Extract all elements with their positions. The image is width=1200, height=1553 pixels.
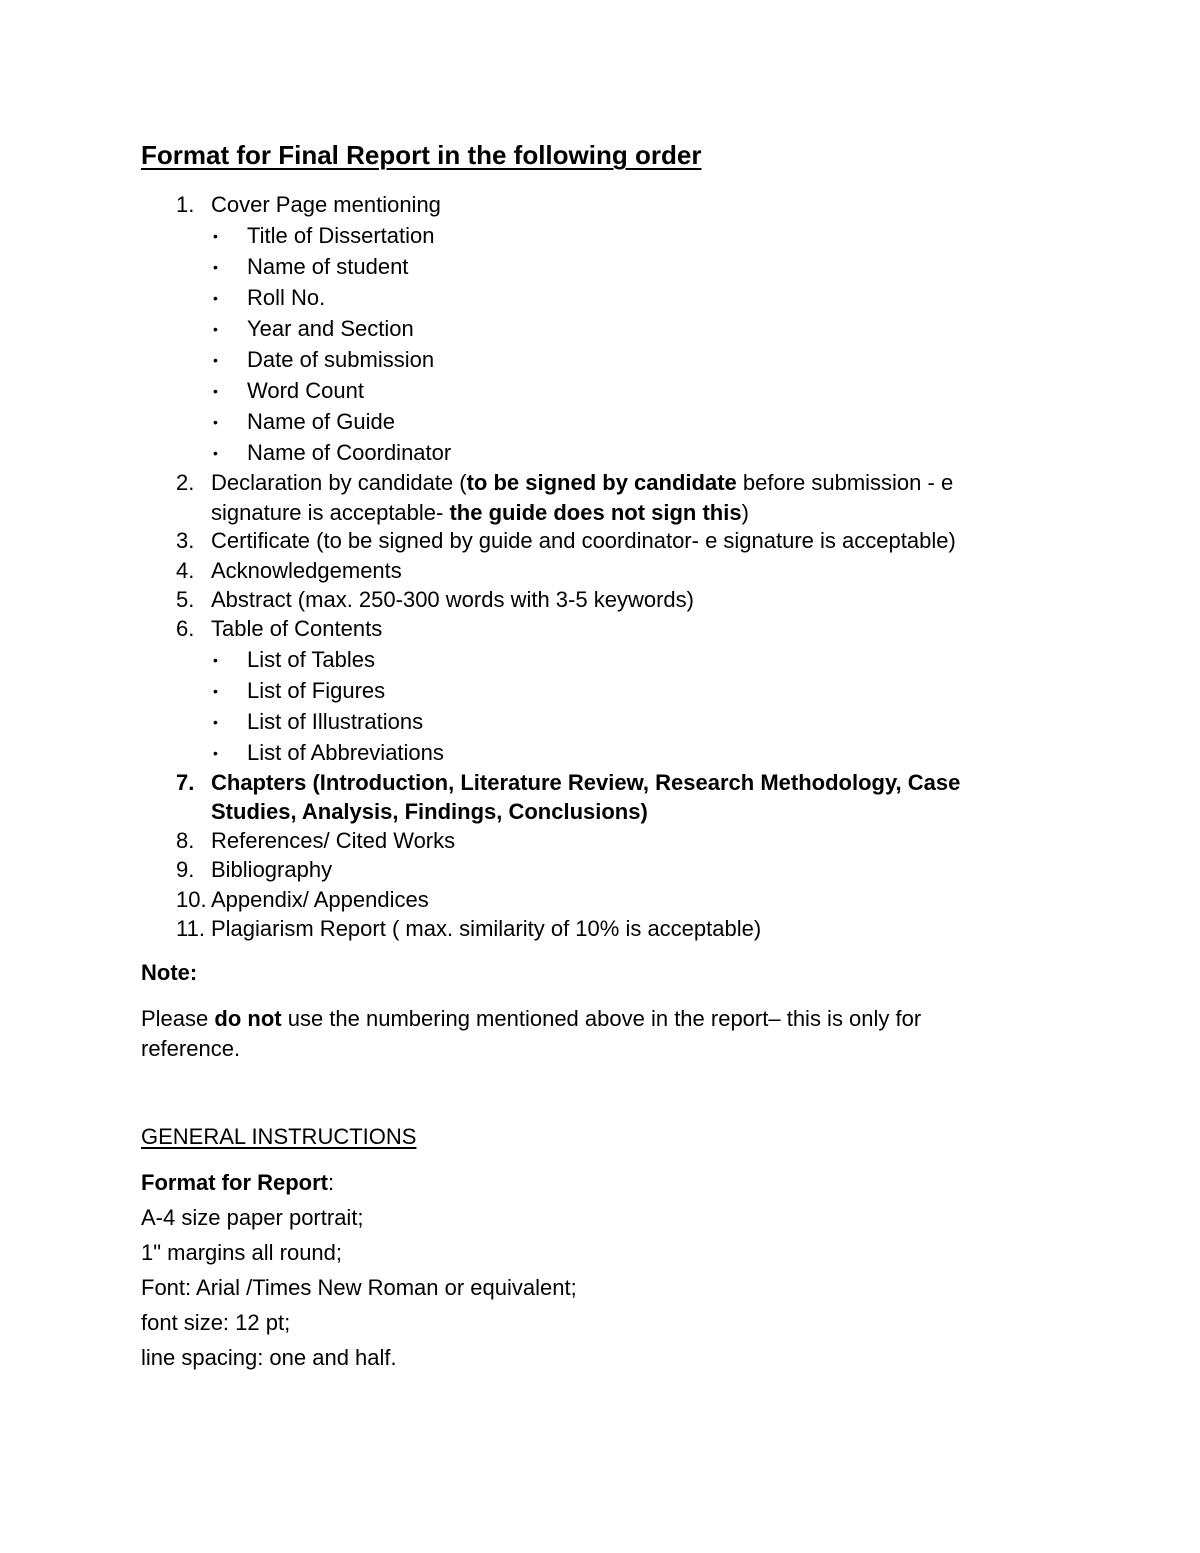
instruction-line: line spacing: one and half. (141, 1345, 397, 1370)
list-item: Chapters (Introduction, Literature Review, Research Methodology, Case (211, 770, 961, 795)
instruction-line: 1" margins all round; (141, 1240, 343, 1265)
list-item (211, 468, 953, 498)
text-span: Declaration by candidate ( (211, 470, 467, 495)
bold-text: Format for Report (141, 1170, 328, 1195)
note-text (141, 1004, 921, 1034)
list-item: Plagiarism Report ( max. similarity of 10% is acceptable) (211, 916, 762, 941)
section-heading: GENERAL INSTRUCTIONS (141, 1124, 417, 1149)
text-span: : (328, 1170, 335, 1195)
list-item: Certificate (to be signed by guide and coordinator- e signature is acceptable) (211, 528, 956, 553)
text-span: before submission - e (736, 470, 954, 495)
text-span: use the numbering mentioned above in the report– this is only for (281, 1006, 922, 1031)
item-number: 5. (176, 587, 195, 612)
note-heading: Note: (141, 960, 198, 985)
bullet-icon: • (213, 383, 218, 399)
item-number: 8. (176, 828, 195, 853)
note-text-continuation: reference. (141, 1036, 241, 1061)
item-number: 2. (176, 470, 195, 495)
sub-list-item: List of Illustrations (247, 709, 424, 734)
bullet-icon: • (213, 259, 218, 275)
item-number: 9. (176, 857, 195, 882)
list-item: Appendix/ Appendices (211, 887, 429, 912)
sub-list-item: Date of submission (247, 347, 435, 372)
bullet-icon: • (213, 414, 218, 430)
sub-list-item: Roll No. (247, 285, 326, 310)
list-item-continuation: Studies, Analysis, Findings, Conclusions) (211, 799, 648, 824)
text-span: Please (141, 1006, 215, 1031)
bullet-icon: • (213, 228, 218, 244)
bullet-icon: • (213, 652, 218, 668)
instruction-line: Font: Arial /Times New Roman or equivalent; (141, 1275, 577, 1300)
item-number: 6. (176, 616, 195, 641)
bold-text: the guide does not sign this (449, 500, 742, 525)
sub-list-item: Year and Section (247, 316, 414, 341)
item-number: 4. (176, 558, 195, 583)
item-number: 10. (176, 887, 207, 912)
item-number: 7. (176, 770, 195, 795)
bullet-icon: • (213, 714, 218, 730)
item-number: 1. (176, 192, 195, 217)
format-label (141, 1168, 334, 1198)
item-number: 11. (176, 916, 205, 941)
list-item: Acknowledgements (211, 558, 402, 583)
sub-list-item: List of Abbreviations (247, 740, 444, 765)
page-title: Format for Final Report in the following order (141, 140, 702, 170)
sub-list-item: Word Count (247, 378, 364, 403)
sub-list-item: Name of Guide (247, 409, 395, 434)
list-item: Bibliography (211, 857, 333, 882)
bullet-icon: • (213, 352, 218, 368)
sub-list-item: Name of student (247, 254, 409, 279)
sub-list-item: List of Figures (247, 678, 386, 703)
instruction-line: A-4 size paper portrait; (141, 1205, 364, 1230)
sub-list-item: Title of Dissertation (247, 223, 435, 248)
list-item-continuation (211, 498, 749, 528)
bold-text: do not (214, 1006, 282, 1031)
list-item: Table of Contents (211, 616, 383, 641)
sub-list-item: Name of Coordinator (247, 440, 452, 465)
sub-list-item: List of Tables (247, 647, 376, 672)
bullet-icon: • (213, 745, 218, 761)
item-number: 3. (176, 528, 195, 553)
list-item: Cover Page mentioning (211, 192, 441, 217)
bullet-icon: • (213, 290, 218, 306)
bold-text: to be signed by candidate (466, 470, 737, 495)
list-item: References/ Cited Works (211, 828, 456, 853)
list-item: Abstract (max. 250-300 words with 3-5 keywords) (211, 587, 694, 612)
instruction-line: font size: 12 pt; (141, 1310, 291, 1335)
bullet-icon: • (213, 683, 218, 699)
text-span: signature is acceptable- (211, 500, 450, 525)
text-span: ) (741, 500, 749, 525)
bullet-icon: • (213, 321, 218, 337)
bullet-icon: • (213, 445, 218, 461)
